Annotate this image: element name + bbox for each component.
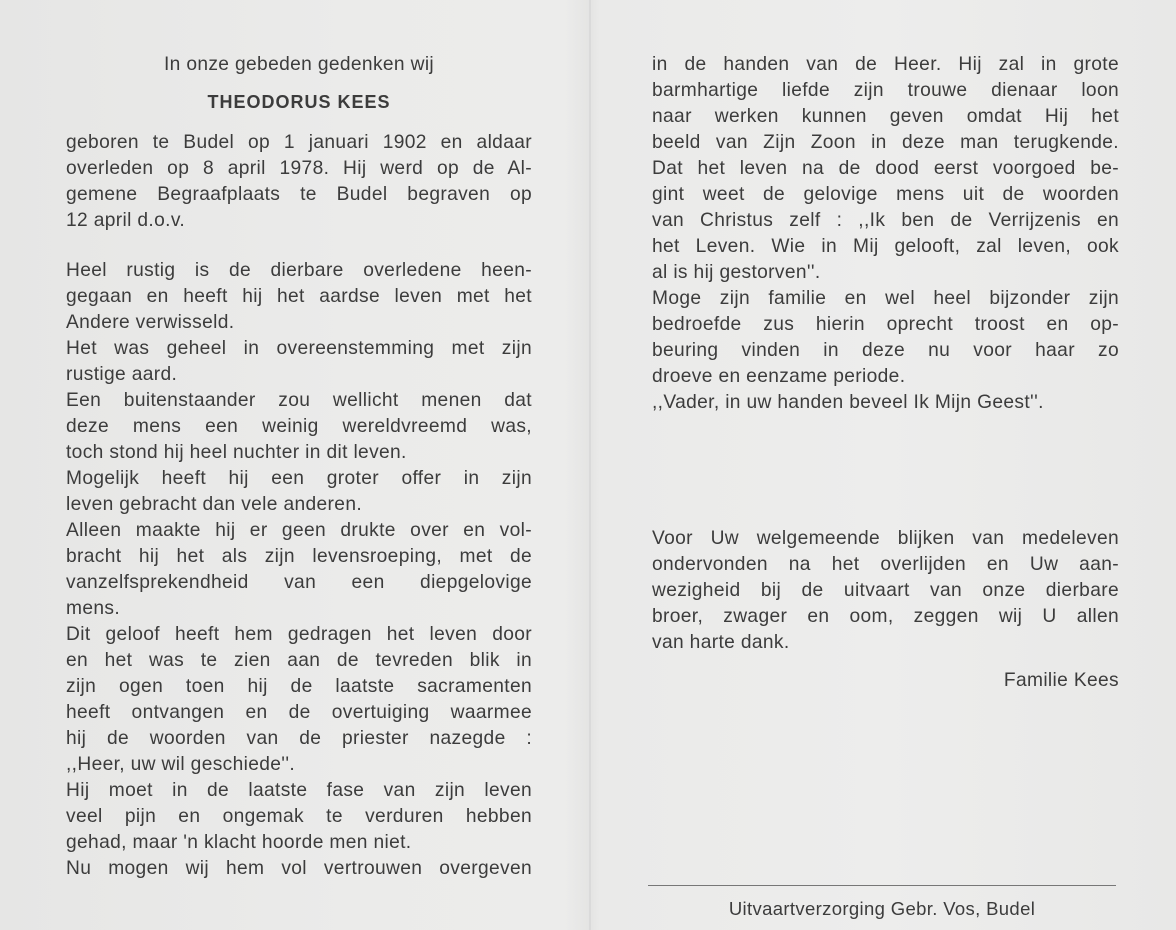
text-line: ,,Heer, uw wil geschiede''.	[66, 754, 296, 775]
text-line: wezigheid bij de uitvaart van onze dierbare	[652, 580, 1119, 601]
text-line: hij de woorden van de priester nazegde :	[66, 728, 532, 749]
text-line: zijn ogen toen hij de laatste sacramenten	[66, 676, 532, 697]
text-line: Dat het leven na de dood eerst voorgoed be-	[652, 158, 1119, 179]
text-line: rustige aard.	[66, 364, 178, 385]
card-fold-line	[589, 0, 591, 930]
text-line: geboren te Budel op 1 januari 1902 en aldaar	[66, 132, 532, 153]
text-line: Alleen maakte hij er geen drukte over en vol-	[66, 520, 532, 541]
text-line: Heel rustig is de dierbare overledene heen-	[66, 260, 532, 281]
text-line: bracht hij het als zijn levensroeping, met de	[66, 546, 532, 567]
text-line: beeld van Zijn Zoon in deze man terugkende.	[652, 132, 1119, 153]
text-line: bedroefde zus hierin oprecht troost en op-	[652, 314, 1119, 335]
text-line: leven gebracht dan vele anderen.	[66, 494, 363, 515]
text-line: gehad, maar 'n klacht hoorde men niet.	[66, 832, 412, 853]
text-line: overleden op 8 april 1978. Hij werd op de Al-	[66, 158, 532, 179]
text-line: broer, zwager en oom, zeggen wij U allen	[652, 606, 1119, 627]
text-line: Mogelijk heeft hij een groter offer in zijn	[66, 468, 532, 489]
deceased-name: THEODORUS KEES	[207, 92, 391, 112]
text-line: beuring vinden in deze nu voor haar zo	[652, 340, 1119, 361]
text-line: Dit geloof heeft hem gedragen het leven door	[66, 624, 532, 645]
text-line: in de handen van de Heer. Hij zal in grote	[652, 54, 1119, 75]
text-line: van Christus zelf : ,,Ik ben de Verrijzenis en	[652, 210, 1119, 231]
text-line: Andere verwisseld.	[66, 312, 235, 333]
text-line: Het was geheel in overeenstemming met zijn	[66, 338, 532, 359]
text-line: deze mens een weinig wereldvreemd was,	[66, 416, 532, 437]
undertaker-credit: Uitvaartverzorging Gebr. Vos, Budel	[728, 898, 1036, 919]
text-line: ondervonden na het overlijden en Uw aan-	[652, 554, 1119, 575]
text-line: toch stond hij heel nuchter in dit leven.	[66, 442, 407, 463]
prayer-quote: ,,Vader, in uw handen beveel Ik Mijn Geest''.	[652, 392, 1044, 413]
text-line: Moge zijn familie en wel heel bijzonder zijn	[652, 288, 1119, 309]
intro-line: In onze gebeden gedenken wij	[163, 54, 435, 75]
text-line: Nu mogen wij hem vol vertrouwen overgeven	[66, 858, 532, 879]
text-line: gint weet de gelovige mens uit de woorden	[652, 184, 1119, 205]
text-line: naar werken kunnen geven omdat Hij het	[652, 106, 1119, 127]
text-line: gegaan en heeft hij het aardse leven met het	[66, 286, 532, 307]
text-line: gemene Begraafplaats te Budel begraven op	[66, 184, 532, 205]
text-line: en het was te zien aan de tevreden blik in	[66, 650, 532, 671]
divider-line	[648, 885, 1116, 886]
text-line: Voor Uw welgemeende blijken van medeleven	[652, 528, 1119, 549]
family-signature: Familie Kees	[1003, 670, 1119, 691]
text-line: barmhartige liefde zijn trouwe dienaar loon	[652, 80, 1119, 101]
text-line: van harte dank.	[652, 632, 790, 653]
text-line: heeft ontvangen en de overtuiging waarmee	[66, 702, 532, 723]
text-line: al is hij gestorven''.	[652, 262, 821, 283]
text-line: droeve en eenzame periode.	[652, 366, 906, 387]
text-line: 12 april d.o.v.	[66, 210, 186, 231]
text-line: het Leven. Wie in Mij gelooft, zal leven, ook	[652, 236, 1119, 257]
text-line: Een buitenstaander zou wellicht menen dat	[66, 390, 532, 411]
text-line: Hij moet in de laatste fase van zijn leven	[66, 780, 532, 801]
text-line: mens.	[66, 598, 121, 619]
text-line: vanzelfsprekendheid van een diepgelovige	[66, 572, 532, 593]
text-line: veel pijn en ongemak te verduren hebben	[66, 806, 532, 827]
